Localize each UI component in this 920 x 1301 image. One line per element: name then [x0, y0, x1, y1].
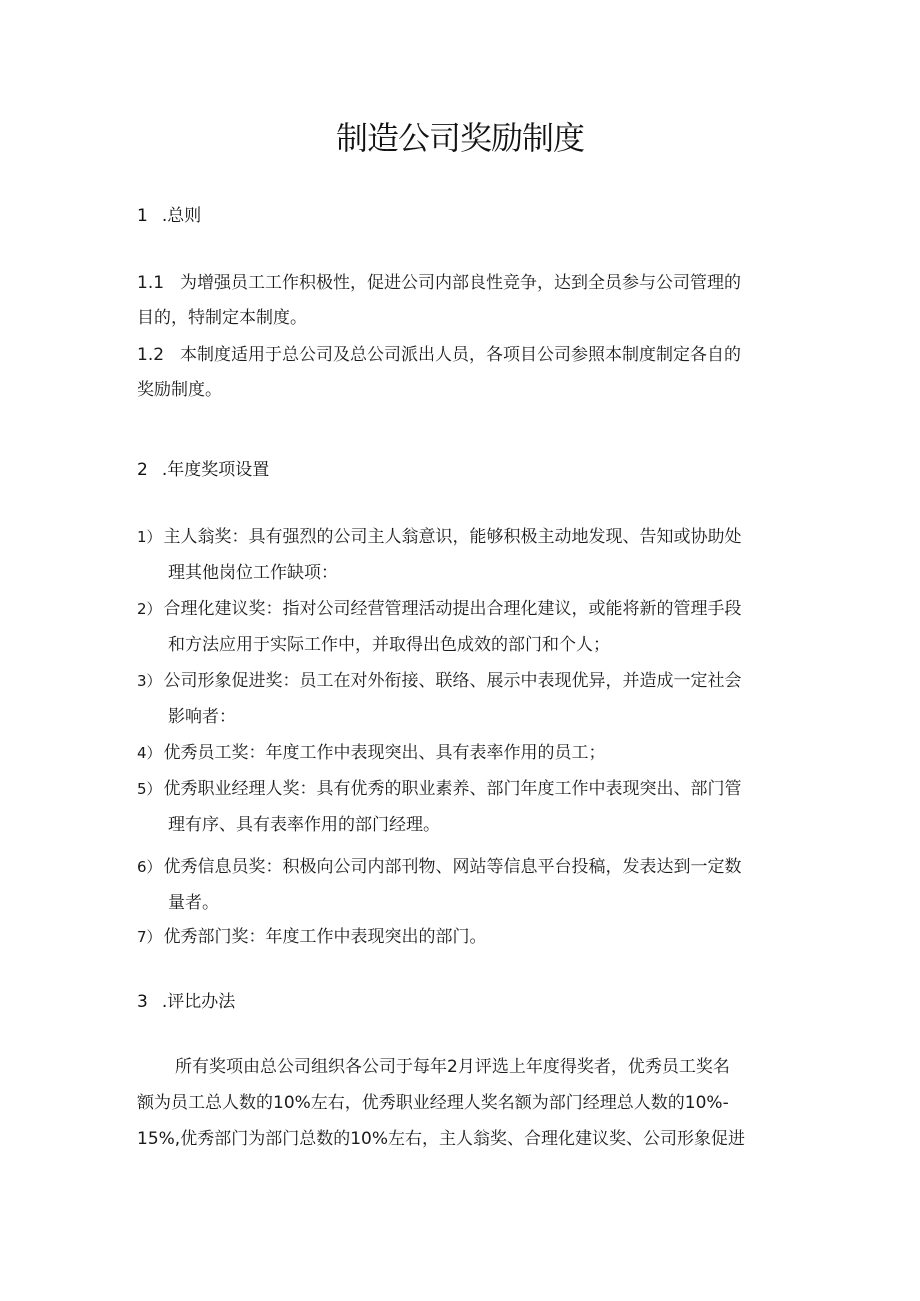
section-number: 2: [137, 460, 148, 480]
clause-text-line1: 为增强员工工作积极性，促进公司内部良性竞争，达到全员参与公司管理的: [180, 273, 742, 293]
item-number: 3）: [137, 672, 162, 690]
item-number: 7）: [137, 928, 162, 946]
item-number: 1）: [137, 528, 162, 546]
item-text-line2: 影响者：: [168, 707, 236, 727]
section-title: .总则: [161, 206, 202, 226]
item-number: 2）: [137, 600, 162, 618]
award-item-2: [137, 591, 789, 663]
item-text-line2: 量者。: [168, 893, 219, 913]
item-text-line1: 主人翁奖：具有强烈的公司主人翁意识，能够积极主动地发现、告知或协助处: [163, 527, 742, 547]
clause-text-line2: 奖励制度。: [137, 380, 222, 400]
section-number: 1: [137, 206, 148, 226]
paragraph-line: 15%,优秀部门为部门总数的10%左右，主人翁奖、合理化建议奖、公司形象促进: [137, 1129, 745, 1149]
item-number: 4）: [137, 744, 162, 762]
clause-number: 1.1: [137, 273, 165, 293]
item-number: 5）: [137, 780, 162, 798]
clause-1-2: [137, 338, 789, 408]
item-text-line1: 优秀职业经理人奖：具有优秀的职业素养、部门年度工作中表现突出、部门管: [163, 779, 742, 799]
award-item-6: [137, 849, 789, 921]
clause-text-line1: 本制度适用于总公司及总公司派出人员，各项目公司参照本制度制定各自的: [180, 345, 742, 365]
award-item-1: [137, 519, 789, 591]
section-title: .年度奖项设置: [161, 460, 270, 480]
item-text-line1: 合理化建议奖：指对公司经营管理活动提出合理化建议，或能将新的管理手段: [163, 599, 742, 619]
item-text-line1: 优秀信息员奖：积极向公司内部刊物、网站等信息平台投稿，发表达到一定数: [163, 857, 742, 877]
item-text-line1: 优秀部门奖：年度工作中表现突出的部门。: [163, 927, 487, 947]
award-item-5: [137, 771, 789, 843]
section-1-heading: [137, 203, 201, 229]
award-item-4: [137, 735, 789, 771]
item-text-line1: 公司形象促进奖：员工在对外衔接、联络、展示中表现优异，并造成一定社会: [163, 671, 742, 691]
section-title: .评比办法: [161, 992, 236, 1012]
section-2-heading: [137, 457, 269, 483]
item-text-line2: 理其他岗位工作缺项：: [168, 563, 338, 583]
document-title: 制造公司奖励制度: [335, 119, 584, 157]
item-number: 6）: [137, 858, 162, 876]
clause-text-line2: 目的，特制定本制度。: [137, 308, 307, 328]
paragraph-line: 额为员工总人数的10%左右，优秀职业经理人奖名额为部门经理总人数的10%-: [137, 1093, 729, 1113]
award-item-3: [137, 663, 789, 735]
section-3-heading: [137, 989, 235, 1015]
section-number: 3: [137, 992, 148, 1012]
paragraph-line: 所有奖项由总公司组织各公司于每年2月评选上年度得奖者，优秀员工奖名: [175, 1057, 730, 1077]
clause-number: 1.2: [137, 345, 165, 365]
item-text-line2: 理有序、具有表率作用的部门经理。: [168, 815, 440, 835]
award-item-7: [137, 919, 789, 955]
clause-1-1: [137, 266, 789, 336]
item-text-line2: 和方法应用于实际工作中，并取得出色成效的部门和个人；: [168, 635, 610, 655]
evaluation-paragraph: [137, 1049, 789, 1157]
item-text-line1: 优秀员工奖：年度工作中表现突出、具有表率作用的员工；: [163, 743, 606, 763]
